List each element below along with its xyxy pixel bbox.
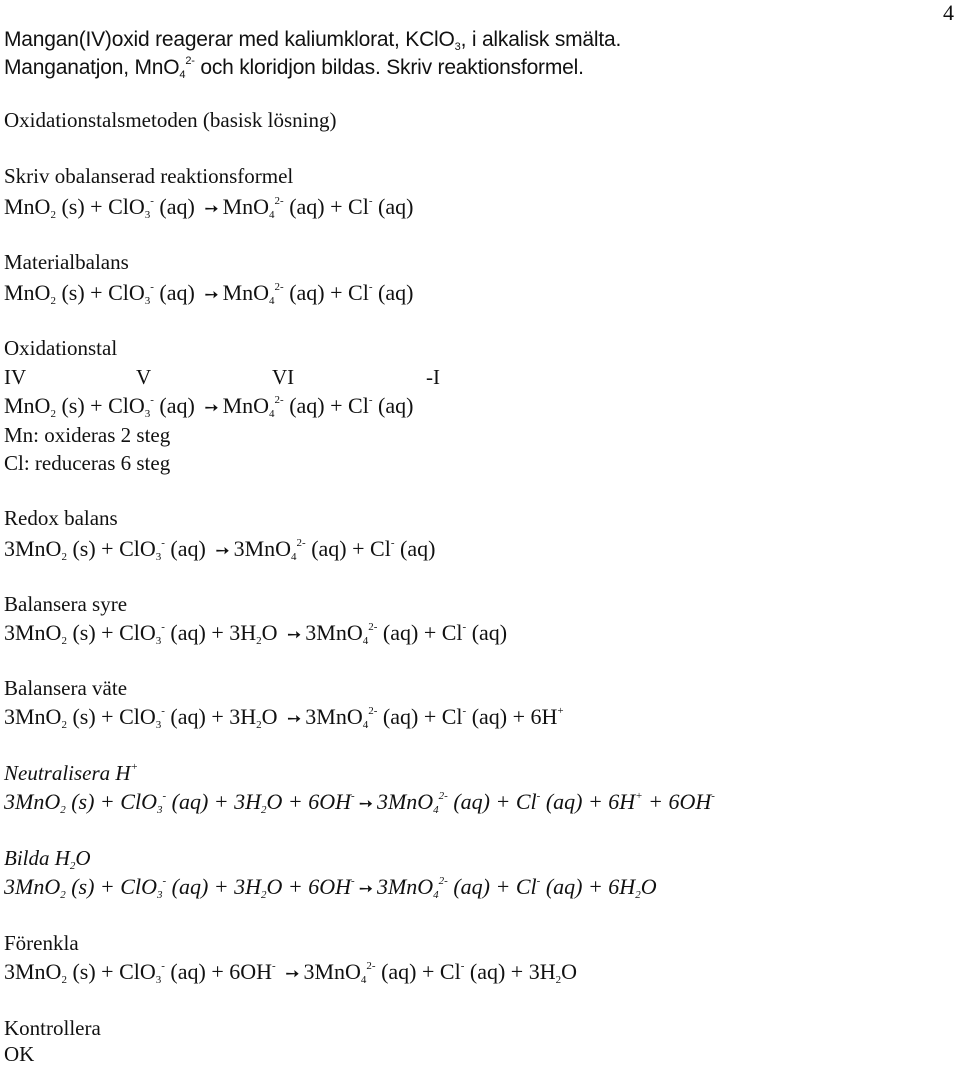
ox-number-mn-reactant: IV [4,365,27,389]
equation-water: 3MnO$_2$ (s) + ClO$_3$- $(aq) + 3H_2O + 6OH^-$ ➙ 3MnO$_4^{2-}$ (aq) + Cl- $(aq) + 6H_2O$ [4,874,657,901]
equation-hydrogen: 3MnO$_2$ (s) + ClO$_3$- $(aq) + 3H_2O$ ➙ 3MnO$_4^{2-}$ (aq) + Cl- (aq) + 6H+ [4,704,564,731]
reaction-arrow-icon: ➙ [204,398,219,418]
equation-simplified: 3MnO$_2$ (s) + ClO$_3$- (aq) + 6OH- ➙ 3MnO$_4^{2-}$ (aq) + Cl- $(aq) + 3H_2O$ [4,959,577,986]
reaction-arrow-icon: ➙ [287,625,302,645]
reaction-arrow-icon: ➙ [204,199,219,219]
equation-neutralize: 3MnO$_2$ (s) + ClO$_3$- $(aq) + 3H_2O + 6OH^-$ ➙ 3MnO$_4^{2-}$ (aq) + Cl- (aq) + 6H+ + 6OH- [4,789,715,816]
equation-material: MnO$_2$ (s) + ClO$_3$- (aq) ➙ MnO$_4^{2-}$ (aq) + Cl- (aq) [4,280,414,307]
note-cl-reduced: Cl: reduceras 6 steg [4,451,171,475]
reaction-arrow-icon: ➙ [358,794,373,814]
simplify-heading: Förenkla [4,931,79,955]
oxnumber-heading: Oxidationstal [4,336,118,360]
problem-line-2: Manganatjon, MnO$_4^{2-}$ och kloridjon bildas. Skriv reaktionsformel. [4,55,584,81]
check-result: OK [4,1042,35,1066]
page-number: 4 [943,0,954,25]
redox-heading: Redox balans [4,506,118,530]
check-heading: Kontrollera [4,1016,101,1040]
ox-number-mn-product: VI [272,365,295,389]
hydrogen-heading: Balansera väte [4,676,128,700]
unbalanced-heading: Skriv obalanserad reaktionsformel [4,164,294,188]
material-heading: Materialbalans [4,250,129,274]
equation-redox: 3MnO$_2$ (s) + ClO$_3$- (aq) ➙ 3MnO$_4^{2-}$ (aq) + Cl- (aq) [4,536,436,563]
neutralize-heading: Neutralisera H+ [4,761,139,785]
reaction-arrow-icon: ➙ [215,541,230,561]
note-mn-oxidized: Mn: oxideras 2 steg [4,423,171,447]
reaction-arrow-icon: ➙ [287,709,302,729]
method-heading: Oxidationstalsmetoden (basisk lösning) [4,108,337,132]
equation-oxnumbers: MnO$_2$ (s) + ClO$_3$- (aq) ➙ MnO$_4^{2-}$ (aq) + Cl- (aq) [4,393,414,420]
ox-number-cl-product: -I [426,365,440,389]
reaction-arrow-icon: ➙ [285,964,300,984]
reaction-arrow-icon: ➙ [358,879,373,899]
problem-statement [4,26,621,82]
equation-oxygen: 3MnO$_2$ (s) + ClO$_3$- $(aq) + 3H_2O$ ➙ 3MnO$_4^{2-}$ (aq) + Cl- (aq) [4,620,508,647]
ox-number-cl-reactant: V [136,365,152,389]
equation-unbalanced: MnO$_2$ (s) + ClO$_3$- (aq) ➙ MnO$_4^{2-}$ (aq) + Cl- (aq) [4,194,414,221]
problem-line-1: Mangan(IV)oxid reagerar med kaliumklorat, KClO$_3$, i alkalisk smälta. [4,28,622,53]
water-heading: Bilda $H_2O$ [4,846,91,872]
reaction-arrow-icon: ➙ [204,285,219,305]
oxygen-heading: Balansera syre [4,592,128,616]
